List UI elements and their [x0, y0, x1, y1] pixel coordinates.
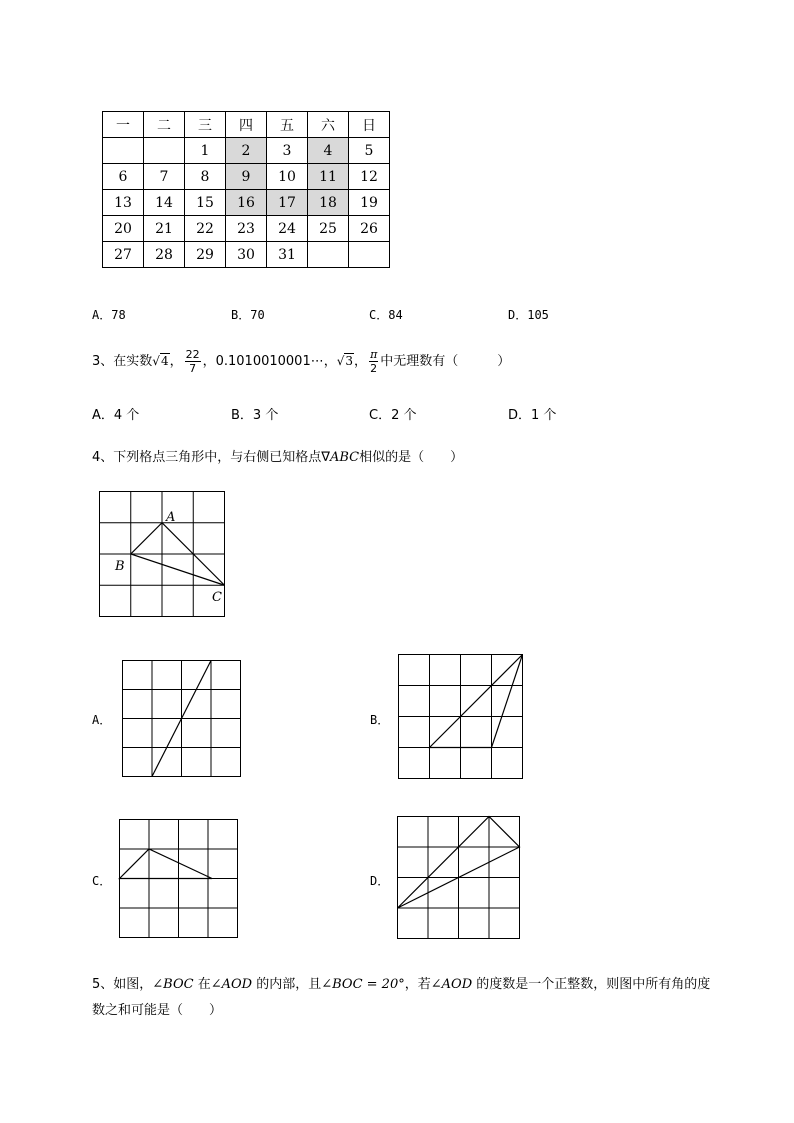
q3-prefix: 3、在实数: [92, 354, 153, 369]
q4-option-b-figure[interactable]: [396, 652, 526, 780]
calendar-day-cell: 4: [308, 138, 349, 164]
question-4-stem: 4、下列格点三角形中，与右侧已知格点∇ABC相似的是（ ）: [92, 450, 464, 465]
q4-option-c-label[interactable]: C．: [92, 874, 112, 888]
calendar-day-cell: 19: [349, 190, 390, 216]
calendar-day-cell: 31: [267, 242, 308, 268]
question-3-stem: 3、在实数√4， $\frac{22}{7}$ ，0.1010010001⋯，√3， $\frac{\pi}{2}$ 中无理数有（ ）: [92, 348, 511, 375]
calendar-day-cell: 16: [226, 190, 267, 216]
q3-option-a[interactable]: A．4 个: [92, 408, 140, 423]
calendar-day-cell: 23: [226, 216, 267, 242]
calendar-day-cell: 5: [349, 138, 390, 164]
q4-option-b-label[interactable]: B．: [370, 713, 390, 727]
reference-triangle-figure: [98, 490, 238, 620]
calendar-day-cell: 26: [349, 216, 390, 242]
q2-option-d[interactable]: D．105: [508, 308, 549, 322]
weekday-header: 四: [226, 112, 267, 138]
fraction-22-7: $\frac{22}{7}$: [185, 348, 200, 375]
calendar-empty-cell: [103, 138, 144, 164]
angle-aod-2: ∠AOD: [430, 977, 473, 992]
calendar-table: [102, 111, 390, 268]
calendar-week-row: [103, 190, 390, 216]
q4-option-c-figure[interactable]: [117, 817, 241, 941]
vertex-label-a: A: [166, 510, 176, 525]
option-b-triangle: [430, 655, 523, 748]
calendar-week-row: [103, 242, 390, 268]
calendar-week-row: [103, 138, 390, 164]
q2-option-c[interactable]: C．84: [369, 308, 403, 322]
angle-equation: ∠BOC = 20°: [321, 977, 405, 992]
vertex-label-b: B: [115, 559, 125, 574]
calendar-week-row: [103, 164, 390, 190]
calendar-empty-cell: [349, 242, 390, 268]
q2-option-a[interactable]: A．78: [92, 308, 126, 322]
q3-option-b[interactable]: B．3 个: [231, 408, 279, 423]
calendar-header-row: [103, 112, 390, 138]
calendar-day-cell: 7: [144, 164, 185, 190]
calendar-day-cell: 30: [226, 242, 267, 268]
q4-option-d-label[interactable]: D．: [370, 874, 390, 888]
calendar-day-cell: 25: [308, 216, 349, 242]
vertex-label-c: C: [212, 590, 222, 605]
calendar-day-cell: 3: [267, 138, 308, 164]
calendar-empty-cell: [144, 138, 185, 164]
calendar-day-cell: 9: [226, 164, 267, 190]
calendar-day-cell: 20: [103, 216, 144, 242]
repeating-decimal: 0.1010010001⋯: [215, 354, 324, 369]
angle-aod: ∠AOD: [210, 977, 253, 992]
weekday-header: 日: [349, 112, 390, 138]
calendar-week-row: [103, 216, 390, 242]
calendar-day-cell: 15: [185, 190, 226, 216]
weekday-header: 五: [267, 112, 308, 138]
calendar-day-cell: 6: [103, 164, 144, 190]
question-5-stem-line2: 数之和可能是（ ）: [92, 1003, 223, 1018]
calendar-day-cell: 2: [226, 138, 267, 164]
calendar-day-cell: 12: [349, 164, 390, 190]
q3-suffix: 中无理数有（ ）: [380, 354, 511, 369]
fraction-pi-2: $\frac{\pi}{2}$: [370, 348, 378, 375]
sqrt-3: √3: [336, 354, 354, 368]
reference-grid: [100, 492, 225, 617]
weekday-header: 一: [103, 112, 144, 138]
weekday-header: 二: [144, 112, 185, 138]
option-c-triangle: [120, 849, 213, 879]
calendar-day-cell: 1: [185, 138, 226, 164]
calendar-day-cell: 28: [144, 242, 185, 268]
q3-option-d[interactable]: D．1 个: [508, 408, 557, 423]
calendar-day-cell: 10: [267, 164, 308, 190]
calendar-day-cell: 14: [144, 190, 185, 216]
calendar-day-cell: 24: [267, 216, 308, 242]
q3-option-c[interactable]: C．2 个: [369, 408, 417, 423]
calendar-day-cell: 17: [267, 190, 308, 216]
q4-option-d-figure[interactable]: [395, 814, 523, 942]
calendar-day-cell: 29: [185, 242, 226, 268]
triangle-name: ABC: [329, 450, 360, 465]
calendar-day-cell: 18: [308, 190, 349, 216]
angle-boc: ∠BOC: [152, 977, 194, 992]
sqrt-4: √4: [152, 354, 169, 368]
q4-option-a-figure[interactable]: [120, 658, 244, 780]
calendar-day-cell: 27: [103, 242, 144, 268]
calendar-day-cell: 21: [144, 216, 185, 242]
weekday-header: 三: [185, 112, 226, 138]
calendar-empty-cell: [308, 242, 349, 268]
question-5-stem-line1: 5、如图，∠BOC 在∠AOD 的内部，且∠BOC = 20°，若∠AOD 的度数是一个正整数，则图中所有角的度: [92, 977, 711, 992]
calendar-day-cell: 13: [103, 190, 144, 216]
triangle-symbol: ∇: [321, 450, 330, 465]
q2-option-b[interactable]: B．70: [231, 308, 265, 322]
calendar-day-cell: 8: [185, 164, 226, 190]
calendar-day-cell: 22: [185, 216, 226, 242]
calendar-day-cell: 11: [308, 164, 349, 190]
weekday-header: 六: [308, 112, 349, 138]
q4-option-a-label[interactable]: A．: [92, 713, 112, 727]
